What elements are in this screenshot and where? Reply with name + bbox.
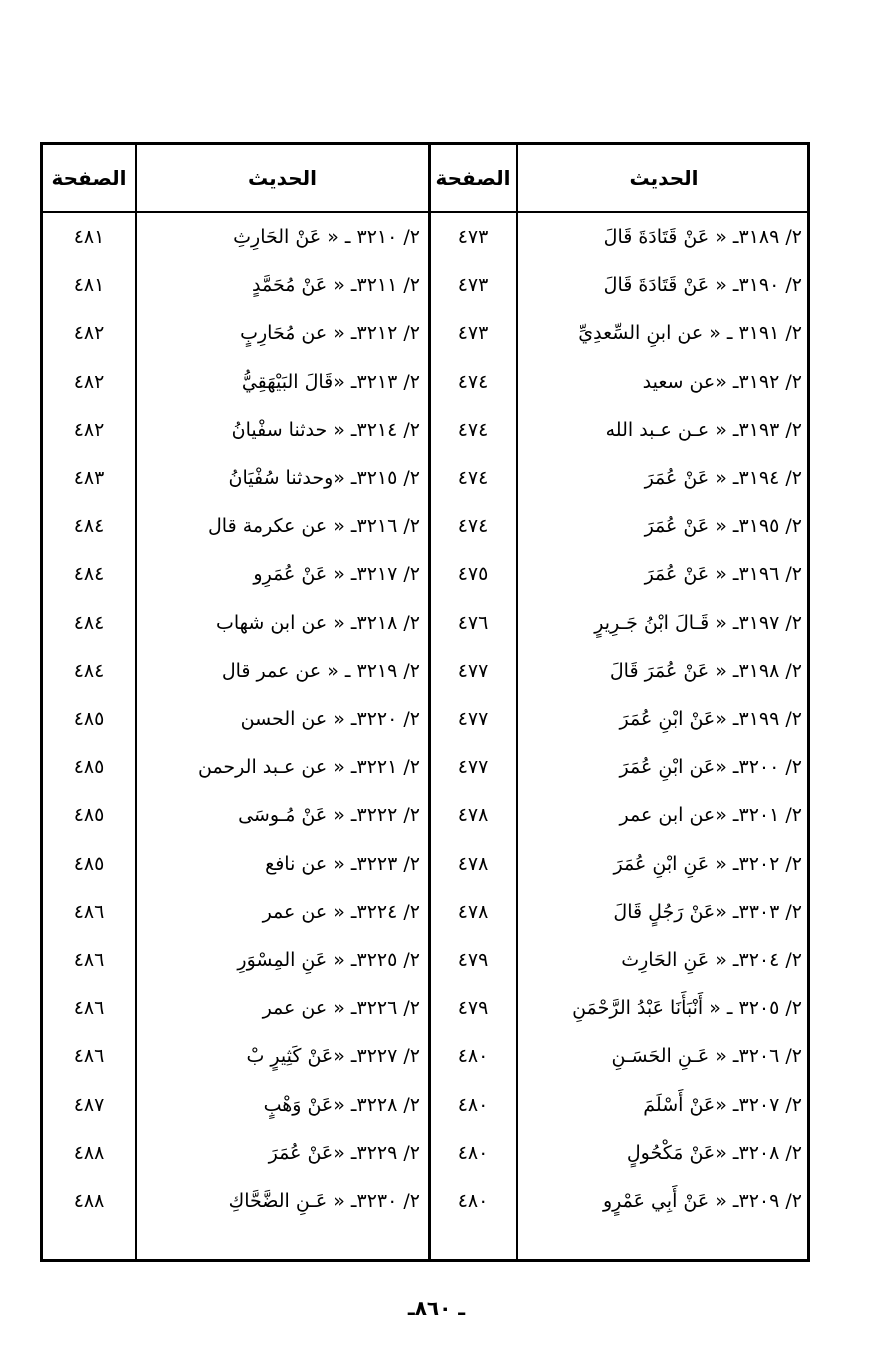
- page-ref-right: ٤٧٧: [457, 659, 489, 682]
- page-ref-left: ٤٨٦: [73, 997, 105, 1020]
- page-ref-left: ٤٨١: [73, 274, 105, 297]
- page-ref-right: ٤٧٦: [457, 611, 489, 634]
- header-hadith-left: الحديث: [248, 166, 318, 190]
- hadith-entry-left: ٢/ ٣٢٢٢ـ « عَنْ مُـوسَى: [238, 804, 420, 827]
- table-row: [43, 1032, 807, 1080]
- page-ref-left: ٤٨٦: [73, 900, 105, 923]
- table-row: [43, 984, 807, 1032]
- hadith-entry-right: ٢/ ٣٣٠٣ـ «عَنْ رَجُلٍ قَالَ: [613, 900, 802, 923]
- table-row: [43, 791, 807, 839]
- page-ref-right: ٤٧٣: [457, 274, 489, 297]
- table-row: [43, 309, 807, 357]
- hadith-entry-right: ٢/ ٣١٩٢ـ «عن سعيد: [642, 370, 802, 393]
- hadith-entry-right: ٢/ ٣٢٠٥ ـ « أَنْبَأَنَا عَبْدُ الرَّحْمَنِ: [572, 997, 802, 1020]
- page-ref-right: ٤٧٤: [457, 515, 489, 538]
- hadith-entry-left: ٢/ ٣٢٢٧ـ «عَنْ كَثِيرٍ بْ: [246, 1045, 420, 1068]
- hadith-entry-left: ٢/ ٣٢٢٦ـ « عن عمر: [262, 997, 420, 1020]
- hadith-entry-right: ٢/ ٣٢٠٢ـ « عَنِ ابْنِ عُمَرَ: [613, 852, 802, 875]
- page-ref-left: ٤٨٢: [73, 370, 105, 393]
- header-page-left: الصفحة: [51, 166, 127, 190]
- page-ref-left: ٤٨٧: [73, 1093, 105, 1116]
- hadith-entry-left: ٢/ ٣٢٢٠ـ « عن الحسن: [240, 708, 420, 730]
- page-ref-left: ٤٨٥: [73, 756, 105, 779]
- hadith-entry-right: ٢/ ٣٢٠٤ـ « عَنِ الحَارِث: [621, 949, 802, 971]
- page-number: ـ ٨٦٠ـ: [407, 1296, 466, 1320]
- page-ref-left: ٤٨٤: [73, 563, 105, 586]
- page-ref-left: ٤٨٢: [73, 418, 105, 441]
- page-ref-right: ٤٧٧: [457, 708, 489, 730]
- hadith-entry-right: ٢/ ٣٢٠١ـ «عن ابن عمر: [619, 804, 802, 827]
- hadith-entry-right: ٢/ ٣٢٠٧ـ «عَنْ أَسْلَمَ: [643, 1093, 802, 1116]
- table-row: [43, 1177, 807, 1225]
- hadith-entry-left: ٢/ ٣٢١٨ـ « عن ابن شهاب: [215, 611, 420, 634]
- hadith-entry-left: ٢/ ٣٢٢٥ـ « عَنِ المِسْوَرِ: [237, 949, 420, 971]
- page-ref-right: ٤٨٠: [457, 1190, 489, 1212]
- hadith-entry-left: ٢/ ٣٢٢٣ـ « عن نافع: [265, 852, 420, 875]
- hadith-entry-right: ٢/ ٣٢٠٩ـ « عَنْ أَبِي عَمْرٍو: [602, 1190, 802, 1212]
- table-row: [43, 647, 807, 695]
- table-row: [43, 406, 807, 454]
- page-ref-left: ٤٨٤: [73, 611, 105, 634]
- hadith-entry-right: ٢/ ٣٢٠٠ـ «عَن ابْنِ عُمَرَ: [619, 756, 802, 779]
- page-ref-right: ٤٨٠: [457, 1093, 489, 1116]
- hadith-entry-left: ٢/ ٣٢٢٨ـ «عَنْ وَهْبٍ: [263, 1093, 420, 1116]
- hadith-entry-left: ٢/ ٣٢٢٩ـ «عَنْ عُمَرَ: [268, 1141, 420, 1164]
- header-hadith-right: الحديث: [629, 166, 699, 190]
- page-ref-right: ٤٧٣: [457, 322, 489, 345]
- hadith-entry-right: ٢/ ٣١٩٣ـ « عـن عـبد الله: [605, 418, 802, 441]
- page-ref-right: ٤٧٩: [457, 997, 489, 1020]
- page-ref-right: ٤٧٥: [457, 563, 489, 586]
- page-ref-left: ٤٨٤: [73, 515, 105, 538]
- page-ref-left: ٤٨٦: [73, 949, 105, 971]
- page-ref-right: ٤٧٤: [457, 418, 489, 441]
- page-ref-left: ٤٨٥: [73, 852, 105, 875]
- hadith-entry-right: ٢/ ٣١٩٨ـ « عَنْ عُمَرَ قَالَ: [609, 659, 802, 682]
- hadith-entry-right: ٢/ ٣١٩٥ـ « عَنْ عُمَرَ: [644, 515, 802, 538]
- hadith-entry-left: ٢/ ٣٢١١ـ « عَنْ مُحَمَّدٍ: [251, 274, 420, 297]
- table-row: [43, 213, 807, 261]
- table-row: [43, 743, 807, 791]
- hadith-index-table: [40, 142, 810, 1262]
- page-ref-left: ٤٨٨: [73, 1190, 105, 1212]
- table-row: [43, 454, 807, 502]
- page-ref-left: ٤٨٦: [73, 1045, 105, 1068]
- hadith-entry-right: ٢/ ٣١٩١ ـ « عن ابنِ السِّعدِيِّ: [578, 322, 802, 345]
- hadith-entry-left: ٢/ ٣٢١٥ـ «وحدثنا سُفْيَانُ: [228, 467, 420, 489]
- hadith-entry-left: ٢/ ٣٢١٩ ـ « عن عمر قال: [221, 659, 420, 682]
- page-ref-right: ٤٧٧: [457, 756, 489, 779]
- table-row: [43, 1129, 807, 1177]
- page-ref-right: ٤٨٠: [457, 1045, 489, 1068]
- table-row: [43, 1081, 807, 1129]
- hadith-entry-right: ٢/ ٣١٩٧ـ « قَـالَ ابْنُ جَـرِيرٍ: [594, 611, 802, 634]
- hadith-entry-right: ٢/ ٣١٩٦ـ « عَنْ عُمَرَ: [644, 563, 802, 586]
- hadith-entry-left: ٢/ ٣٢٢٤ـ « عن عمر: [262, 900, 420, 923]
- header-page-right: الصفحة: [435, 166, 511, 190]
- hadith-entry-right: ٢/ ٣١٩٩ـ «عَنْ ابْنِ عُمَرَ: [619, 708, 802, 730]
- page-ref-right: ٤٧٣: [457, 226, 489, 248]
- table-row: [43, 695, 807, 743]
- page-ref-right: ٤٧٨: [457, 900, 489, 923]
- hadith-entry-right: ٢/ ٣٢٠٨ـ «عَنْ مَكْحُولٍ: [626, 1141, 802, 1164]
- hadith-entry-left: ٢/ ٣٢١٤ـ « حدثنا سفْيانُ: [231, 418, 420, 441]
- hadith-entry-left: ٢/ ٣٢٣٠ـ « عَـنِ الضَّحَّاكِ: [228, 1190, 420, 1212]
- table-row: [43, 599, 807, 647]
- page-ref-left: ٤٨٥: [73, 804, 105, 827]
- hadith-entry-right: ٢/ ٣٢٠٦ـ « عَـنِ الحَسَـنِ: [611, 1045, 802, 1068]
- table-row: [43, 550, 807, 598]
- page-ref-right: ٤٧٤: [457, 370, 489, 393]
- page-ref-left: ٤٨١: [73, 226, 105, 248]
- hadith-entry-left: ٢/ ٣٢١٦ـ « عن عكرمة قال: [207, 515, 420, 538]
- page-ref-left: ٤٨٨: [73, 1141, 105, 1164]
- table-row: [43, 936, 807, 984]
- hadith-entry-right: ٢/ ٣١٩٠ـ « عَنْ قَتَادَةَ قَالَ: [603, 274, 802, 297]
- hadith-entry-left: ٢/ ٣٢٢١ـ « عن عـبد الرحمن: [197, 756, 420, 779]
- hadith-entry-left: ٢/ ٣٢١٣ـ «قَالَ البَيْهَقِيُّ: [241, 370, 420, 393]
- page-ref-left: ٤٨٣: [73, 467, 105, 489]
- table-row: [43, 502, 807, 550]
- page-ref-right: ٤٧٤: [457, 467, 489, 489]
- hadith-entry-left: ٢/ ٣٢١٠ ـ « عَنْ الحَارِثِ: [233, 226, 420, 248]
- page-ref-right: ٤٧٨: [457, 852, 489, 875]
- page-ref-left: ٤٨٢: [73, 322, 105, 345]
- table-row: [43, 261, 807, 309]
- hadith-entry-left: ٢/ ٣٢١٧ـ « عَنْ عُمَرِو: [253, 563, 420, 586]
- page-ref-right: ٤٧٩: [457, 949, 489, 971]
- hadith-entry-right: ٢/ ٣١٩٤ـ « عَنْ عُمَرَ: [644, 467, 802, 489]
- page-ref-left: ٤٨٤: [73, 659, 105, 682]
- page-ref-right: ٤٧٨: [457, 804, 489, 827]
- table-row: [43, 358, 807, 406]
- table-row: [43, 888, 807, 936]
- page-ref-right: ٤٨٠: [457, 1141, 489, 1164]
- hadith-entry-left: ٢/ ٣٢١٢ـ « عن مُحَارِبٍ: [240, 322, 420, 345]
- page-ref-left: ٤٨٥: [73, 708, 105, 730]
- hadith-entry-right: ٢/ ٣١٨٩ـ « عَنْ قَتَادَةَ قَالَ: [603, 226, 802, 248]
- table-row: [43, 840, 807, 888]
